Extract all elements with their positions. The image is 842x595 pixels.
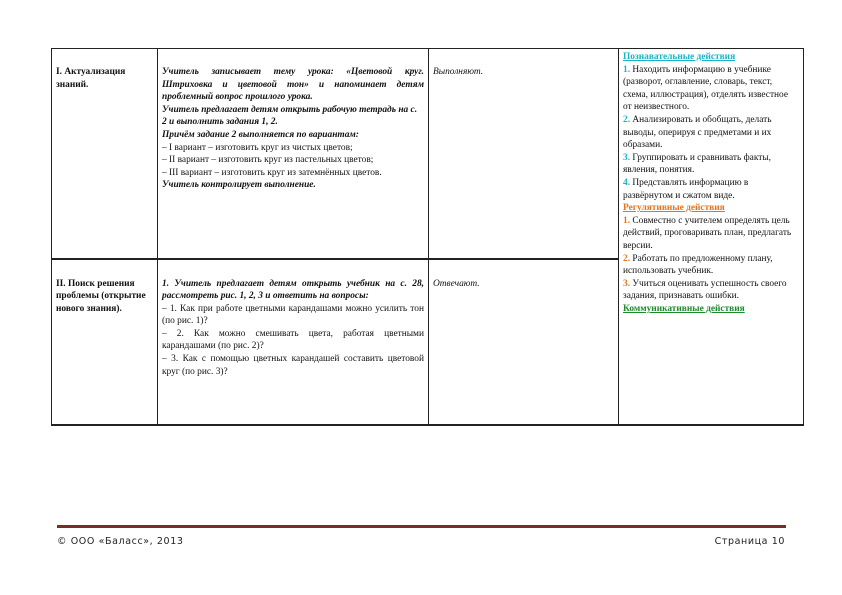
variant-line: – III вариант – изготовить круг из затемнённых цветов. bbox=[162, 167, 382, 178]
teacher-line: Причём задание 2 выполняется по вариантам: bbox=[162, 129, 359, 140]
students-text: Отвечают. bbox=[433, 278, 480, 289]
list-item bbox=[623, 114, 799, 152]
list-item bbox=[623, 152, 799, 177]
item-text: Находить информацию в учебнике (разворот, оглавление, словарь, текст, схема, иллюстрация), отделять известное от неизвестного. bbox=[623, 64, 789, 113]
teacher-text bbox=[162, 278, 424, 379]
item-text: Совместно с учителем определять цель действий, проговаривать план, предлагать версии. bbox=[623, 215, 792, 251]
item-number: 4. bbox=[623, 177, 631, 188]
item-number: 2. bbox=[623, 114, 631, 125]
list-item bbox=[623, 278, 799, 303]
list-item bbox=[623, 215, 799, 253]
item-number: 2. bbox=[623, 253, 631, 264]
footer-rule bbox=[57, 525, 786, 528]
question-line: – 2. Как можно смешивать цвета, работая цветными карандашами (по рис. 2)? bbox=[162, 328, 424, 352]
item-text: Группировать и сравнивать факты, явления, понятия. bbox=[623, 152, 771, 176]
stage-label: II. Поиск решения проблемы (открытие нового знания). bbox=[56, 278, 146, 314]
stage-label: I. Актуализация знаний. bbox=[56, 67, 126, 90]
students-cell bbox=[429, 259, 619, 425]
teacher-cell bbox=[158, 259, 429, 425]
footer-page-number: Страница 10 bbox=[714, 536, 785, 547]
communicative-heading: Коммуникативные действия bbox=[623, 303, 745, 314]
teacher-line: 1. Учитель предлагает детям открыть учебник на с. 28, рассмотреть рис. 1, 2, 3 и ответить на вопросы: bbox=[162, 278, 424, 302]
question-line: – 1. Как при работе цветными карандашами можно усилить тон (по рис. 1)? bbox=[162, 303, 424, 327]
students-text: Выполняют. bbox=[433, 67, 484, 77]
table-row bbox=[52, 49, 804, 259]
list-item bbox=[623, 177, 799, 202]
uud-cell bbox=[619, 49, 804, 425]
lesson-table bbox=[51, 48, 804, 426]
variant-line: – II вариант – изготовить круг из пастельных цветов; bbox=[162, 155, 374, 166]
item-text: Работать по предложенному плану, использовать учебник. bbox=[623, 253, 773, 277]
item-text: Анализировать и обобщать, делать выводы, оперируя с предметами и их образами. bbox=[623, 114, 772, 151]
teacher-line: Учитель предлагает детям открыть рабочую тетрадь на с. 2 и выполнить задания 1, 2. bbox=[162, 104, 418, 128]
students-cell bbox=[429, 49, 619, 259]
teacher-cell bbox=[158, 49, 429, 259]
item-text: Учиться оценивать успешность своего задания, признавать ошибки. bbox=[623, 278, 787, 302]
item-number: 3. bbox=[623, 278, 631, 289]
footer-copyright: © ООО «Баласс», 2013 bbox=[57, 536, 184, 547]
regulative-heading: Регулятивные действия bbox=[623, 203, 725, 214]
cognitive-heading: Познавательные действия bbox=[623, 52, 736, 62]
question-line: – 3. Как с помощью цветных карандашей составить цветовой круг (по рис. 3)? bbox=[162, 354, 424, 377]
teacher-line: Учитель контролирует выполнение. bbox=[162, 180, 316, 191]
list-item bbox=[623, 253, 799, 278]
item-number: 1. bbox=[623, 215, 631, 226]
stage-cell bbox=[52, 259, 158, 425]
teacher-text bbox=[162, 66, 424, 192]
teacher-line: Учитель записывает тему урока: «Цветовой круг. Штриховка и цветовой тон» и напоминает детям проблемный вопрос прошлого урока. bbox=[162, 67, 424, 103]
variant-line: – I вариант – изготовить круг из чистых цветов; bbox=[162, 142, 353, 153]
stage-cell bbox=[52, 49, 158, 259]
list-item bbox=[623, 64, 799, 114]
item-number: 3. bbox=[623, 152, 631, 163]
item-number: 1. bbox=[623, 64, 631, 75]
item-text: Представлять информацию в развёрнутом и сжатом виде. bbox=[623, 177, 749, 201]
